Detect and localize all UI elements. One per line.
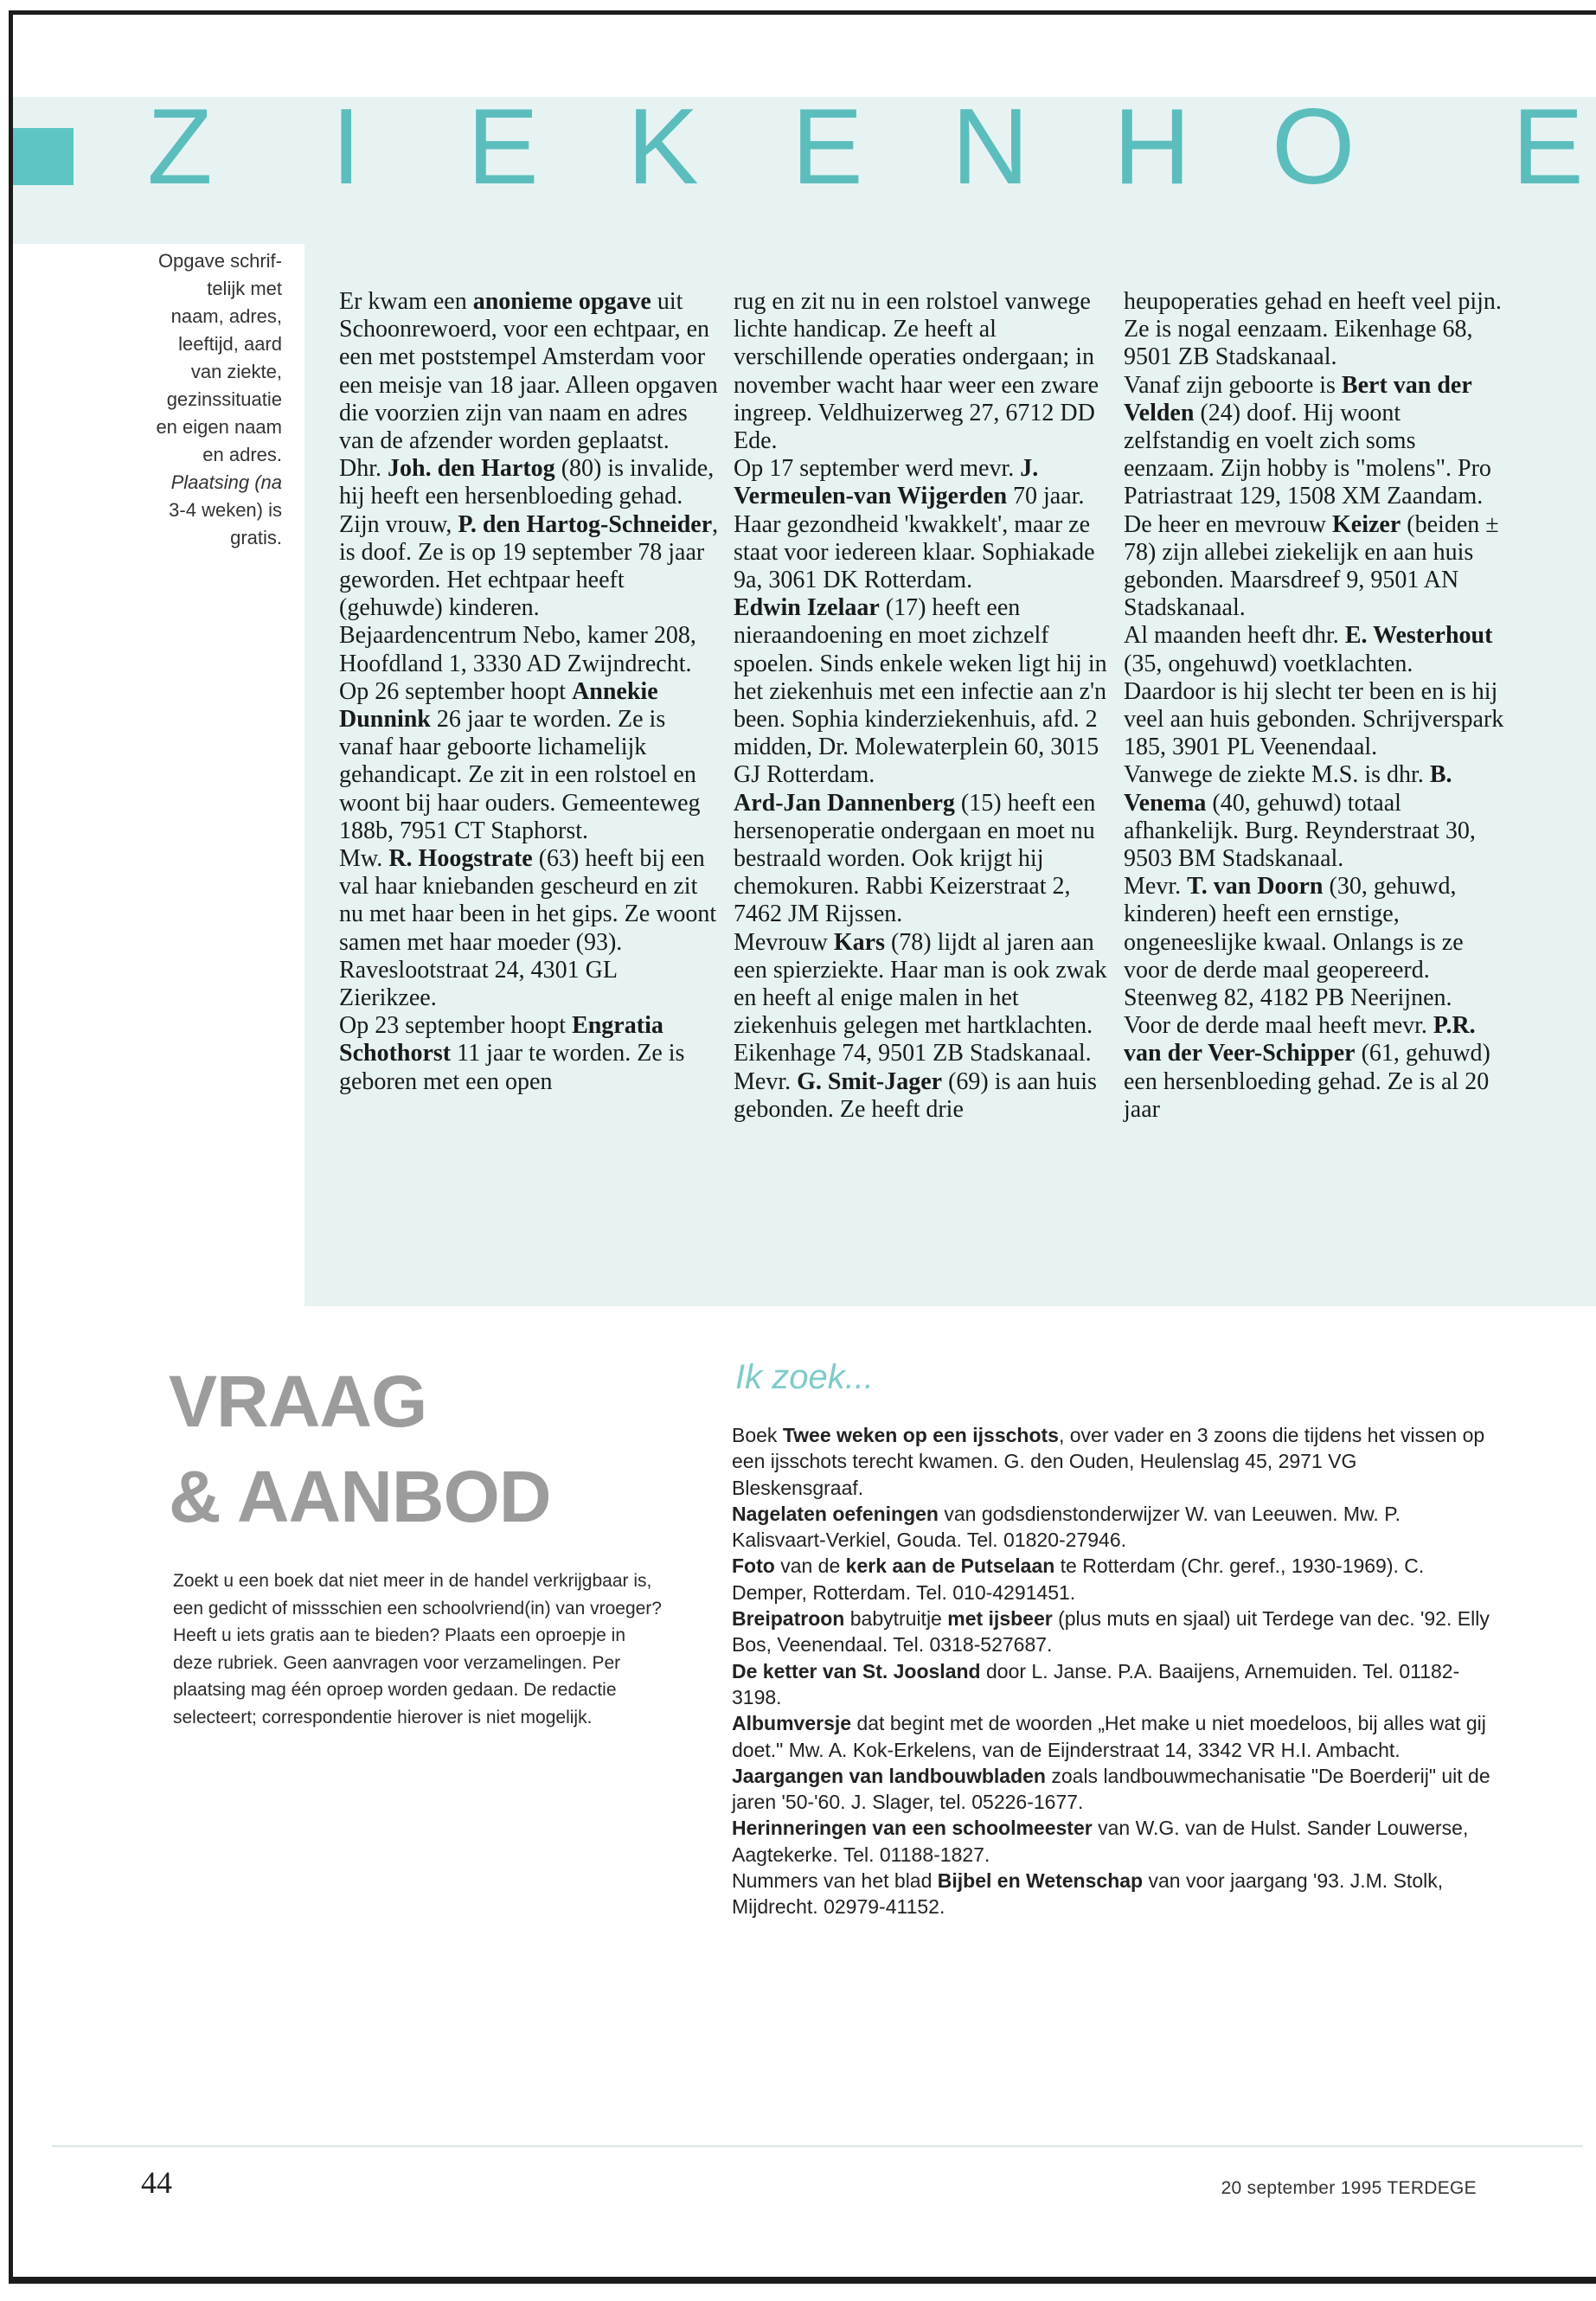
section-title-ziekenhoek (147, 87, 1596, 208)
bold-name: Engratia Schothorst (339, 1012, 663, 1067)
bold-name: kerk aan de Putselaan (845, 1554, 1055, 1578)
bold-name: P.R. van der Veer-Schipper (1124, 1012, 1476, 1067)
vraag-intro-text: Zoekt u een boek dat niet meer in de handel verkrijgbaar is, een gedicht of missschien een schoolvriend(in) van vroeger? Heeft u iets gratis aan te bieden? Plaats een oproepje in deze rubriek. Geen aanvragen voor verzamelingen. Per plaatsing mag één oproep worden gedaan. De redactie selecteert; correspondentie hierover is niet mogelijk. (173, 1571, 662, 1727)
bold-name: Jaargangen van landbouwbladen (732, 1764, 1046, 1787)
bold-name: met ijsbeer (947, 1607, 1053, 1631)
bold-name: Twee weken op een ijsschots (782, 1424, 1059, 1446)
title-letter: H (1113, 87, 1191, 207)
paragraph: Mw. R. Hoogstrate (63) heeft bij een val haar kniebanden gescheurd en zit nu met haar been in het gips. Ze woont samen met haar moeder (93). Raveslootstraat 24, 4301 GL Zierikzee. (339, 845, 717, 1012)
vraag-aanbod-title (169, 1354, 551, 1544)
paragraph: Albumversje dat begint met de woorden „Het make u niet moedeloos, bij alles wat gij doet." Mw. A. Kok-Erkelens, van de Eijnderstraat 14, 3342 VR H.I. Ambacht. (732, 1712, 1486, 1761)
submission-info-sidebar (104, 247, 282, 552)
bold-name: Bert van der Velden (1124, 371, 1472, 426)
vraag-title-line-1: VRAAG (169, 1361, 427, 1442)
paragraph: rug en zit nu in een rolstoel vanwege lichte handicap. Ze heeft al verschillende operaties ondergaan; in november wacht haar weer een zware ingreep. Veldhuizerweg 27, 6712 DD Ede. (734, 288, 1099, 455)
paragraph: Mevrouw Kars (78) lijdt al jaren aan een spierziekte. Haar man is ook zwak en heeft al enige malen in het ziekenhuis gelegen met hartklachten. Eikenhage 74, 9501 ZB Stadskanaal. (734, 928, 1107, 1067)
bold-name: Kars (833, 928, 885, 956)
bold-name: Ard-Jan Dannenberg (734, 789, 955, 817)
ik-zoek-heading: Ik zoek... (735, 1358, 875, 1396)
bold-name: Breipatroon (732, 1607, 845, 1631)
paragraph: Al maanden heeft dhr. E. Westerhout (35, ongehuwd) voetklachten. Daardoor is hij slecht ter been en is hij veel aan huis gebonden. Schrijverspark 185, 3901 PL Veenendaal. (1124, 622, 1504, 761)
title-letter: I (331, 87, 362, 207)
bold-name: Albumversje (732, 1712, 852, 1735)
vraag-title-line-2: & AANBOD (169, 1456, 551, 1537)
frame-bottom-rule (9, 2277, 1596, 2284)
paragraph: Er kwam een anonieme opgave uit Schoonrewoerd, voor een echtpaar, en een met poststempel Amsterdam voor een meisje van 18 jaar. Alleen opgaven die voorzien zijn van naam en adres van de afzender worden geplaatst. (339, 288, 718, 455)
paragraph: De ketter van St. Joosland door L. Janse. P.A. Baaijens, Arnemuiden. Tel. 01182-3198. (732, 1659, 1460, 1708)
paragraph: Mevr. G. Smit-Jager (69) is aan huis gebonden. Ze heeft drie (734, 1067, 1097, 1123)
paragraph: Voor de derde maal heeft mevr. P.R. van der Veer-Schipper (61, gehuwd) een hersenbloeding gehad. Ze is al 20 jaar (1124, 1012, 1490, 1123)
paragraph: Nummers van het blad Bijbel en Wetenschap van voor jaargang '93. J.M. Stolk, Mijdrecht. 02979-41152. (732, 1869, 1444, 1919)
bold-name: De ketter van St. Joosland (732, 1659, 981, 1682)
paragraph: Breipatroon babytruitje met ijsbeer (plus muts en sjaal) uit Terdege van dec. '92. Elly Bos, Veenendaal. Tel. 0318-527687. (732, 1607, 1490, 1657)
bold-name: Joh. den Hartog (388, 455, 555, 483)
title-letter: E (792, 87, 863, 207)
title-letter: N (952, 87, 1029, 207)
paragraph: Op 23 september hoopt Engratia Schothorst 11 jaar te worden. Ze is geboren met een open (339, 1012, 685, 1095)
page-number: 44 (141, 2165, 172, 2200)
paragraph: Vanwege de ziekte M.S. is dhr. B. Venema (40, gehuwd) totaal afhankelijk. Burg. Reynderstraat 30, 9503 BM Stadskanaal. (1124, 761, 1476, 873)
title-letter: Z (147, 87, 213, 207)
bold-name: G. Smit-Jager (797, 1067, 943, 1095)
paragraph: Foto van de kerk aan de Putselaan te Rotterdam (Chr. geref., 1930-1969). C. Demper, Rotterdam. Tel. 010-4291451. (732, 1554, 1425, 1604)
paragraph: De heer en mevrouw Keizer (beiden ± 78) zijn allebei ziekelijk en aan huis gebonden. Maarsdreef 9, 9501 AN Stadskanaal. (1124, 510, 1499, 622)
paragraph: Edwin Izelaar (17) heeft een nieraandoening en moet zichzelf spoelen. Sinds enkele weken ligt hij in het ziekenhuis met een infectie aan z'n been. Sophia kinderziekenhuis, afd. 2 midden, Dr. Molewaterplein 60, 3015 GJ Rotterdam. (734, 594, 1107, 789)
frame-left-rule (9, 10, 13, 2284)
paragraph: heupoperaties gehad en heeft veel pijn. Ze is nogal eenzaam. Eikenhage 68, 9501 ZB Stadskanaal. (1124, 288, 1502, 371)
bold-name: Annekie Dunnink (339, 677, 658, 734)
bold-name: P. den Hartog-Schneider (458, 510, 713, 538)
bold-name: Nagelaten oefeningen (732, 1502, 939, 1525)
paragraph: Op 26 september hoopt Annekie Dunnink 26 jaar te worden. Ze is vanaf haar geboorte lichamelijk gehandicapt. Ze zit in een rolstoel en woont bij haar ouders. Gemeenteweg 188b, 7951 CT Staphorst. (339, 677, 701, 844)
paragraph: Herinneringen van een schoolmeester van W.G. van de Hulst. Sander Louwerse, Aagtekerke. Tel. 01188-1827. (732, 1817, 1469, 1866)
paragraph: Mevr. T. van Doorn (30, gehuwd, kinderen) heeft een ernstige, ongeneeslijke kwaal. Onlangs is ze voor de derde maal geopereerd. Steenweg 82, 4182 PB Neerijnen. (1124, 873, 1464, 1012)
paragraph: Boek Twee weken op een ijsschots, over vader en 3 zoons die tijdens het vissen op een ijsschots terecht kwamen. G. den Ouden, Heulenslag 45, 2971 VG Bleskensgraaf. (732, 1424, 1485, 1499)
bold-name: B. Venema (1124, 761, 1452, 817)
sidebar-line: Plaatsing (na (170, 471, 282, 493)
paragraph: Ard-Jan Dannenberg (15) heeft een hersenoperatie ondergaan en moet nu bestraald worden. Ook krijgt hij chemokuren. Rabbi Keizerstraat 2, 7462 JM Rijssen. (734, 789, 1096, 928)
sidebar-line: gezinssituatie (166, 388, 282, 410)
paragraph: Nagelaten oefeningen van godsdienstonderwijzer W. van Leeuwen. Mw. P. Kalisvaart-Verkiel, Gouda. Tel. 01820-27946. (732, 1502, 1401, 1552)
sidebar-line: van ziekte, (190, 361, 282, 382)
bold-name: Edwin Izelaar (734, 594, 880, 622)
column-3 (1124, 288, 1504, 1124)
issue-footer: 20 september 1995 TERDEGE (1221, 2178, 1477, 2198)
frame-top-rule (9, 10, 1596, 15)
sidebar-line: naam, adres, (170, 305, 282, 327)
bold-name: T. van Doorn (1187, 873, 1324, 901)
bold-name: J. Vermeulen-van Wijgerden (734, 455, 1039, 510)
sidebar-line: en eigen naam (156, 416, 282, 438)
header-square-mark (13, 128, 74, 185)
bold-name: R. Hoogstrate (388, 845, 533, 873)
bold-name: E. Westerhout (1344, 622, 1493, 650)
title-letter: O (1272, 87, 1356, 207)
paragraph: Jaargangen van landbouwbladen zoals landbouwmechanisatie "De Boerderij" uit de jaren '50-'60. J. Slager, tel. 05226-1677. (732, 1764, 1490, 1814)
column-2 (734, 288, 1114, 1124)
title-letter: K (627, 87, 699, 207)
bold-name: Keizer (1332, 510, 1401, 538)
footer-rule (52, 2145, 1583, 2147)
paragraph: Dhr. Joh. den Hartog (80) is invalide, hij heeft een hersenbloeding gehad. Zijn vrouw, P. den Hartog-Schneider, is doof. Ze is op 19 september 78 jaar geworden. Het echtpaar heeft (gehuwde) kinderen. Bejaardencentrum Nebo, kamer 208, Hoofdland 1, 3330 AD Zwijndrecht. (339, 455, 719, 677)
bold-name: Herinneringen van een schoolmeester (732, 1817, 1093, 1840)
sidebar-line: Opgave schrif- (157, 250, 282, 272)
sidebar-line: leeftijd, aard (178, 333, 282, 355)
sidebar-line: gratis. (230, 527, 282, 548)
paragraph: Op 17 september werd mevr. J. Vermeulen-van Wijgerden 70 jaar. Haar gezondheid 'kwakkelt', maar ze staat voor iedereen klaar. Sophiakade 9a, 3061 DK Rotterdam. (734, 455, 1095, 594)
ik-zoek-list (732, 1422, 1493, 1920)
bold-name: anonieme opgave (472, 288, 651, 315)
bold-name: Foto (732, 1554, 775, 1578)
column-1 (339, 288, 720, 1096)
title-letter: E (467, 87, 539, 207)
sidebar-line: en adres. (202, 444, 282, 465)
sidebar-line: 3-4 weken) is (169, 499, 282, 521)
sidebar-line: telijk met (207, 278, 282, 299)
title-letter: E (1512, 87, 1584, 207)
paragraph: Vanaf zijn geboorte is Bert van der Velden (24) doof. Hij woont zelfstandig en voelt zich soms eenzaam. Zijn hobby is "molens". Pro Patriastraat 129, 1508 XM Zaandam. (1124, 371, 1491, 510)
bold-name: Bijbel en Wetenschap (937, 1869, 1144, 1893)
